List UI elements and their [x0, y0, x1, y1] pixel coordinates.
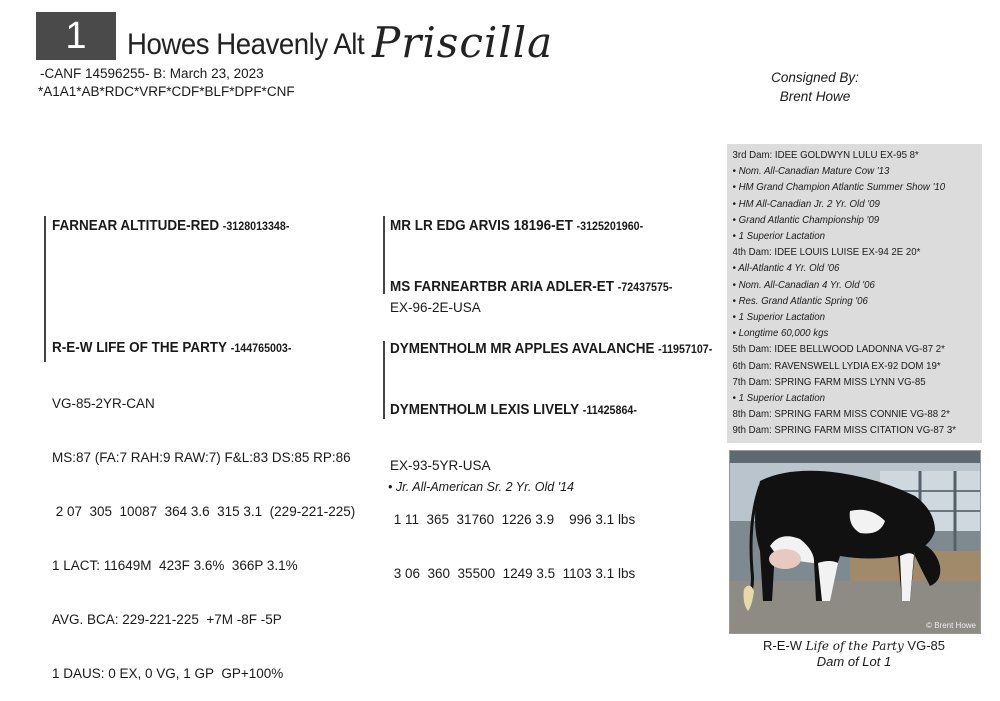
dam-dam-detail-line: 1 11 365 31760 1226 3.9 996 3.1 lbs: [390, 512, 636, 527]
dam-history-note: • 1 Superior Lactation: [732, 230, 826, 243]
photo-copyright: © Brent Howe: [926, 621, 976, 630]
caption-classification: VG-85: [907, 638, 945, 653]
dam-history-line: 3rd Dam: IDEE GOLDWYN LULU EX-95 8*: [732, 149, 919, 161]
sire-sire-name: MR LR EDG ARVIS 18196-ET -3125201960-: [390, 218, 644, 234]
animal-name: Howes Heavenly Alt: [127, 28, 365, 61]
dam-history-note: • All-Atlantic 4 Yr. Old '06: [732, 262, 840, 275]
dam-history-note: • 1 Superior Lactation: [732, 392, 826, 405]
pedigree-bracket-left: [44, 216, 46, 362]
dam-detail-line: 1 DAUS: 0 EX, 0 VG, 1 GP GP+100%: [52, 666, 284, 681]
pedigree-bracket-sire: [383, 216, 385, 294]
cow-photo-illustration: [730, 451, 980, 633]
dam-history-line: 7th Dam: SPRING FARM MISS LYNN VG-85: [732, 375, 926, 388]
registration-info: -CANF 14596255- B: March 23, 2023: [40, 66, 264, 81]
dam-history-note: • Nom. All-Canadian Mature Cow '13: [732, 165, 890, 178]
sire-dam-classification: EX-96-2E-USA: [390, 300, 481, 315]
dam-dam-award: • Jr. All-American Sr. 2 Yr. Old '14: [388, 480, 574, 494]
sire-dam-reg: -72437575-: [617, 282, 673, 294]
dam-sire-name: DYMENTHOLM MR APPLES AVALANCHE -11957107-: [390, 341, 713, 357]
dam-photo: [729, 450, 981, 634]
dam-history-note: • HM All-Canadian Jr. 2 Yr. Old '09: [732, 197, 880, 210]
dam-name: R-E-W LIFE OF THE PARTY -144765003-: [52, 340, 292, 356]
pedigree-bracket-dam: [383, 341, 385, 419]
photo-caption-subtitle: Dam of Lot 1: [816, 654, 892, 669]
dam-detail-line: VG-85-2YR-CAN: [52, 396, 155, 411]
dam-history-line: 5th Dam: IDEE BELLWOOD LADONNA VG-87 2*: [732, 343, 945, 356]
animal-script-name: Priscilla: [372, 18, 554, 67]
dam-history-note: • 1 Superior Lactation: [732, 311, 826, 324]
consignor-name: Brent Howe: [779, 89, 851, 104]
sire-reg: -3128013348-: [222, 221, 290, 233]
consigned-label: Consigned By:: [771, 70, 859, 85]
dam-history-line: 8th Dam: SPRING FARM MISS CONNIE VG-88 2*: [732, 408, 950, 421]
lot-number-badge: [36, 12, 116, 60]
caption-prefix: R-E-W: [763, 638, 803, 653]
dam-history-note: • HM Grand Champion Atlantic Summer Show '10: [732, 181, 946, 194]
dam-dam-name: DYMENTHOLM LEXIS LIVELY -11425864-: [390, 402, 637, 418]
dam-history-line: 9th Dam: SPRING FARM MISS CITATION VG-87 3*: [732, 424, 957, 437]
dam-sire-reg: -11957107-: [658, 344, 713, 356]
dam-history-note: • Res. Grand Atlantic Spring '06: [732, 294, 868, 307]
dam-dam-detail-line: 3 06 360 35500 1249 3.5 1103 3.1 lbs: [390, 566, 636, 581]
caption-script-name: Life of the Party: [805, 639, 904, 653]
dam-history-note: • Nom. All-Canadian 4 Yr. Old '06: [732, 278, 875, 291]
dam-dam-reg: -11425864-: [582, 405, 637, 417]
dam-dam-detail-line: EX-93-5YR-USA: [390, 458, 491, 473]
consigned-by: [740, 68, 890, 106]
dam-history-note: • Grand Atlantic Championship '09: [732, 213, 880, 226]
sire-sire-reg: -3125201960-: [576, 221, 644, 233]
dam-history-box: [727, 144, 982, 443]
sire-name: FARNEAR ALTITUDE-RED -3128013348-: [52, 218, 290, 234]
dam-dam-details: [390, 421, 635, 601]
lot-number: 1: [65, 15, 87, 57]
dam-detail-line: MS:87 (FA:7 RAH:9 RAW:7) F&L:83 DS:85 RP:86: [52, 450, 351, 465]
genetic-codes: *A1A1*AB*RDC*VRF*CDF*BLF*DPF*CNF: [38, 84, 295, 99]
dam-reg: -144765003-: [230, 343, 292, 355]
dam-history-line: 6th Dam: RAVENSWELL LYDIA EX-92 DOM 19*: [732, 359, 941, 372]
dam-history-line: 4th Dam: IDEE LOUIS LUISE EX-94 2E 20*: [732, 246, 921, 259]
dam-history-note: • Longtime 60,000 kgs: [732, 327, 829, 340]
dam-detail-line: AVG. BCA: 229-221-225 +7M -8F -5P: [52, 612, 282, 627]
dam-details: [52, 359, 355, 701]
dam-detail-line: 1 LACT: 11649M 423F 3.6% 366P 3.1%: [52, 558, 298, 573]
photo-caption: [729, 638, 979, 653]
sire-dam-name: MS FARNEARTBR ARIA ADLER-ET -72437575-: [390, 279, 673, 295]
dam-detail-line: 2 07 305 10087 364 3.6 315 3.1 (229-221-225): [52, 504, 356, 519]
